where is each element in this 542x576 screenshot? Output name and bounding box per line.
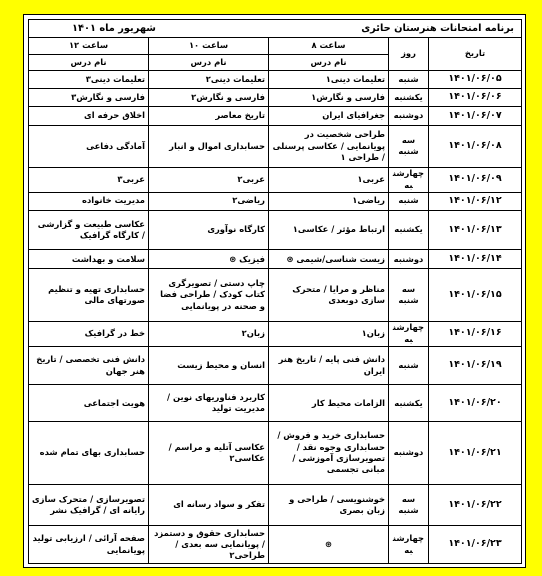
course-8am: الزامات محیط کار [269,385,389,422]
page-title [29,20,522,38]
header-slot-8: ساعت ۸ [269,37,389,54]
course-12pm: عربی۳ [29,167,149,192]
table-row [29,321,522,346]
exam-date: ۱۴۰۱/۰۶/۱۴ [429,250,522,269]
course-8am: جغرافیای ایران [269,107,389,126]
course-10am: عربی۲ [149,167,269,192]
table-row [29,346,522,385]
schedule-period: شهریور ماه ۱۴۰۱ [72,22,156,34]
course-8am: خوشنویسی / طراحی و زبان بصری [269,485,389,526]
course-10am: فیزیک ⊛ [149,250,269,269]
course-10am: کاربرد فناوریهای نوین / مدیریت تولید [149,385,269,422]
course-8am: زبان۱ [269,321,389,346]
course-8am: فارسی و نگارش۱ [269,89,389,107]
exam-date: ۱۴۰۱/۰۶/۱۵ [429,269,522,321]
exam-date: ۱۴۰۱/۰۶/۲۲ [429,485,522,526]
course-12pm: اخلاق حرفه ای [29,107,149,126]
course-8am: دانش فنی پایه / تاریخ هنر ایران [269,346,389,385]
course-10am: تعلیمات دینی۲ [149,71,269,89]
schedule-frame [23,14,526,568]
course-10am: فارسی و نگارش۲ [149,89,269,107]
table-row [29,167,522,192]
header-slot-10: ساعت ۱۰ [149,37,269,54]
exam-day: چهارشنبه [389,526,429,564]
course-12pm: هویت اجتماعی [29,385,149,422]
course-12pm: تصویرسازی / متحرک سازی رایانه ای / گرافیک نشر [29,485,149,526]
table-row [29,192,522,210]
exam-date: ۱۴۰۱/۰۶/۰۷ [429,107,522,126]
exam-day: یکشنبه [389,210,429,250]
course-12pm: آمادگی دفاعی [29,125,149,167]
table-row [29,422,522,485]
course-12pm: فارسی و نگارش۳ [29,89,149,107]
exam-day: دوشنبه [389,250,429,269]
exam-date: ۱۴۰۱/۰۶/۱۲ [429,192,522,210]
exam-day: چهارشنبه [389,321,429,346]
table-row [29,526,522,564]
course-8am: طراحی شخصیت در پویانمایی / عکاسی پرسنلی / طراحی ۱ [269,125,389,167]
table-row [29,89,522,107]
course-10am: حسابداری حقوق و دستمزد / پویانمایی سه بعدی / طراحی۲ [149,526,269,564]
schedule-title: برنامه امتحانات هنرستان حائری [361,22,514,34]
exam-day: دوشنبه [389,107,429,126]
header-course-name: نام درس [269,54,389,71]
course-10am: حسابداری اموال و انبار [149,125,269,167]
table-row [29,485,522,526]
exam-date: ۱۴۰۱/۰۶/۰۸ [429,125,522,167]
exam-date: ۱۴۰۱/۰۶/۰۶ [429,89,522,107]
exam-date: ۱۴۰۱/۰۶/۰۵ [429,71,522,89]
course-10am: ریاضی۲ [149,192,269,210]
course-10am: تفکر و سواد رسانه ای [149,485,269,526]
table-row [29,71,522,89]
header-course-name: نام درس [149,54,269,71]
exam-day: شنبه [389,346,429,385]
exam-date: ۱۴۰۱/۰۶/۲۳ [429,526,522,564]
exam-date: ۱۴۰۱/۰۶/۱۹ [429,346,522,385]
course-8am: زیست شناسی/شیمی ⊛ [269,250,389,269]
exam-day: سه شنبه [389,485,429,526]
exam-date: ۱۴۰۱/۰۶/۲۱ [429,422,522,485]
course-8am: ریاضی۱ [269,192,389,210]
table-row [29,125,522,167]
course-10am: زبان۲ [149,321,269,346]
exam-day: شنبه [389,71,429,89]
exam-day: سه شنبه [389,125,429,167]
exam-date: ۱۴۰۱/۰۶/۰۹ [429,167,522,192]
table-row [29,385,522,422]
exam-day: یکشنبه [389,89,429,107]
exam-schedule-table [28,19,522,564]
course-10am: چاپ دستی / تصویرگری کتاب کودک / طراحی فضا و صحنه در پویانمایی [149,269,269,321]
course-8am: حسابداری خرید و فروش / حسابداری وجوه نقد / تصویرسازی آموزشی / مبانی تجسمی [269,422,389,485]
course-8am: ارتباط مؤثر / عکاسی۱ [269,210,389,250]
table-row [29,250,522,269]
course-10am: کارگاه نوآوری [149,210,269,250]
exam-day: شنبه [389,192,429,210]
course-12pm: حسابداری تهیه و تنظیم صورتهای مالی [29,269,149,321]
header-course-name: نام درس [29,54,149,71]
exam-day: سه شنبه [389,269,429,321]
header-day: روز [389,37,429,71]
exam-day: یکشنبه [389,385,429,422]
course-12pm: مدیریت خانواده [29,192,149,210]
course-12pm: سلامت و بهداشت [29,250,149,269]
course-12pm: دانش فنی تخصصی / تاریخ هنر جهان [29,346,149,385]
course-12pm: صفحه آرائی / ارزیابی تولید پویانمایی [29,526,149,564]
course-8am: ⊛ [269,526,389,564]
course-12pm: حسابداری بهای تمام شده [29,422,149,485]
course-12pm: خط در گرافیک [29,321,149,346]
exam-day: چهارشنبه [389,167,429,192]
table-row [29,107,522,126]
course-8am: مناظر و مرایا / متحرک سازی دوبعدی [269,269,389,321]
course-8am: عربی۱ [269,167,389,192]
course-10am: تاریخ معاصر [149,107,269,126]
course-12pm: عکاسی طبیعت و گزارشی / کارگاه گرافیک [29,210,149,250]
header-slot-12: ساعت ۱۲ [29,37,149,54]
header-date: تاریخ [429,37,522,71]
course-10am: عکاسی آتلیه و مراسم / عکاسی۲ [149,422,269,485]
exam-day: دوشنبه [389,422,429,485]
course-12pm: تعلیمات دینی۳ [29,71,149,89]
exam-date: ۱۴۰۱/۰۶/۱۳ [429,210,522,250]
exam-date: ۱۴۰۱/۰۶/۱۶ [429,321,522,346]
table-row [29,269,522,321]
table-row [29,210,522,250]
exam-date: ۱۴۰۱/۰۶/۲۰ [429,385,522,422]
course-8am: تعلیمات دینی۱ [269,71,389,89]
course-10am: انسان و محیط زیست [149,346,269,385]
